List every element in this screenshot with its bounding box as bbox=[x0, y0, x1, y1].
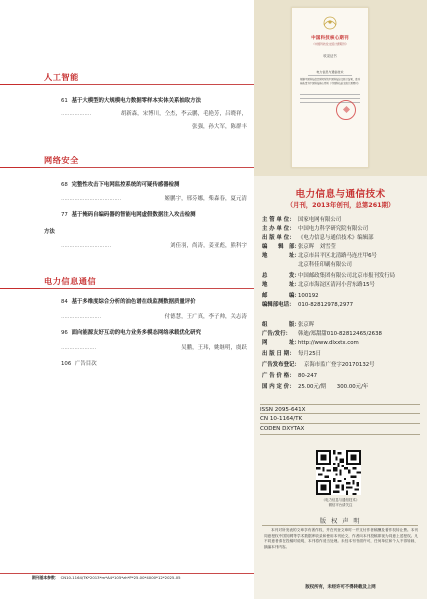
article-page-number: 68 bbox=[61, 182, 68, 188]
section-title-security: 网络安全 bbox=[44, 155, 79, 165]
qr-caption-note: 微信平台请关注 bbox=[328, 503, 353, 507]
journal-title: 电力信息与通信技术 bbox=[295, 189, 386, 200]
contents-column: 人工智能 61 基于大模型的大规模电力数据零样本实体关系抽取方法 ……………… 胡新森，宋博川，仝杰，李云鹏，毛艳芳，吕晓祥， 张强，孙大军，陈群丰 网络安全 68 完整性攻击下电网监控系统的可疑传感器检测 ……………………………… 姬鹏宇，邢芬娜，柴森春，夏元清 77 基于掩码自编码器的智能电网虚假数据注入攻击检测 方法 ………………………… 刘佳羽，尚涛，姜亚彪，熊科宇 电力信息通信 84 基于多维度综合分析的油色谱在线监测数据质量评价 …………………… 付德慧，王广真，李子帅，关志涛 96 面向能源友好互动的电力业务多模态网络承载优化研究 ………………… 吴鹏，王玮，姚继明，虞跃 106 广告目次 期刊基本参数： CN10-1164/TK*2013*m*A4*105*zh*P*25.00*4000*12*2025-05 bbox=[0, 0, 254, 599]
article-title[interactable]: 基于多维度综合分析的油色谱在线监测数据质量评价 bbox=[71, 299, 196, 305]
section-title-ict: 电力信息通信 bbox=[44, 276, 97, 286]
article-page-number: 84 bbox=[61, 299, 68, 305]
dot-leader: …………………… bbox=[61, 314, 101, 320]
dot-leader: ……………………………… bbox=[61, 196, 121, 202]
article-title[interactable]: 基于大模型的大规模电力数据零样本实体关系抽取方法 bbox=[71, 98, 201, 104]
certificate-line bbox=[300, 98, 360, 99]
journal-codes bbox=[260, 404, 420, 435]
article-authors: ……………………………… 姬鹏宇，邢芬娜，柴森春，夏元清 bbox=[61, 196, 247, 202]
copyright-notice: 版权所有，未经许可不得转载及上网 bbox=[305, 585, 376, 590]
section-rule bbox=[0, 84, 254, 85]
article-authors: ……………… 胡新森，宋博川，仝杰，李云鹏，毛艳芳，吕晓祥， bbox=[61, 111, 247, 117]
website-link[interactable]: http://www.dlxxtx.com bbox=[298, 340, 359, 346]
issn-code: ISSN 2095-641X bbox=[260, 404, 420, 414]
footer-rule bbox=[0, 573, 254, 574]
journal-parameters-label: 期刊基本参数： bbox=[32, 575, 59, 580]
qr-caption-title: 《电力信息与通信技术》 bbox=[321, 498, 360, 502]
cn-code: CN 10-1164/TK bbox=[260, 414, 420, 424]
article-entry[interactable] bbox=[61, 181, 247, 190]
copyright-body: 本刊对所发表的文章享有著作权，并在刊登文章时一并支付作者稿酬及著作权转让费。本刊同意授权中国知网等学术数据库收录和使用本刊论文，作者向本刊投稿即视为同意上述授权。凡不同意者请在投稿时说明，本刊将作适当处理。未经本刊书面许可，任何单位和个人不得转载、摘编本刊内容。 bbox=[264, 528, 418, 549]
copyright-rule bbox=[262, 525, 418, 526]
red-seal-icon bbox=[336, 100, 356, 120]
section-rule bbox=[0, 167, 254, 168]
journal-parameters bbox=[32, 575, 181, 581]
certificate-doc-name: 收录证书 bbox=[323, 54, 337, 58]
article-page-number: 106 bbox=[61, 361, 72, 367]
article-entry[interactable] bbox=[61, 360, 247, 369]
section-title-ai: 人工智能 bbox=[44, 72, 79, 82]
core-journal-certificate[interactable] bbox=[291, 7, 369, 168]
dot-leader: ………………………… bbox=[61, 243, 111, 249]
article-authors: ………………… 吴鹏，王玮，姚继明，虞跃 bbox=[61, 345, 247, 351]
article-title[interactable]: 基于掩码自编码器的智能电网虚假数据注入攻击检测 bbox=[71, 212, 196, 218]
section-rule bbox=[0, 288, 254, 289]
dot-leader: ……………… bbox=[61, 111, 91, 117]
article-authors: …………………… 付德慧，王广真，李子帅，关志涛 bbox=[61, 314, 247, 320]
article-entry[interactable] bbox=[61, 298, 247, 307]
coden-code: CODEN DXYTAX bbox=[260, 424, 420, 434]
article-page-number: 61 bbox=[61, 98, 68, 104]
article-page-number: 77 bbox=[61, 212, 68, 218]
article-page-number: 96 bbox=[61, 330, 68, 336]
emblem-icon bbox=[320, 15, 340, 31]
article-entry[interactable] bbox=[61, 211, 247, 220]
certificate-body: 根据中国科技信息研究所的中国科技论文统计结果，贵刊被收录为中国科技核心期刊（中国科技论文统计源期刊） bbox=[300, 78, 360, 85]
wechat-qr-code[interactable] bbox=[316, 450, 361, 495]
certificate-line bbox=[300, 94, 360, 95]
article-entry[interactable] bbox=[61, 97, 247, 106]
certificate-journal: 电力信息与通信技术 bbox=[308, 70, 352, 76]
article-title[interactable]: 广告目次 bbox=[75, 361, 97, 367]
journal-parameters-value: CN10-1164/TK*2013*m*A4*105*zh*P*25.00*4000*12*2025-05 bbox=[60, 575, 181, 580]
masthead-column: 中国科技核心期刊 （中国科技论文统计源期刊） 收录证书 电力信息与通信技术 根据中国科技信息研究所的中国科技论文统计结果，贵刊被收录为中国科技核心期刊（中国科技论文统计源期刊） 电力信息与通信技术 （月刊，2013年创刊，总第261期） 主 管 单 位： 国家电网有限公司 主 办 单 位： 中国电力科学研究院有限公司 出 版 单 位： 《电力信息与通信技术》编辑部 编 辑 部： 张京晖 刘雪莹 地 址： 北京市昌平区北清路马连庄甲6号 北京科佳印刷有限公司 总 发： 中国邮政集团有限公司北京市报刊发行局 地 址： 北京市海淀区清河小营东路15号 邮 编： 100192 编辑部电话： 010-82812978,2977 组 版： 张京晖 广告/发行： 韩迪/郑甜甜010-82812465/2638 网 址： http://www.dlxxtx.com 出 版 日 期： 每月25日 广告发布登记： 京海市监广登字20170132号 广 告 价 格： 80-247 国 内 定 价： 25.00元/期 300.00元/年 ISSN 2095-641X CN 10-1164/TK CODEN DXYTAX 《电力信息与通信技术》 微信平台请关注 版 权 声 明 本刊对所发表的文章享有著作权，并在刊登文章时一并支付作者稿酬及著作权转让费。本刊同意授权中国知网等学术数据库收录和使用本刊论文，作者向本刊投稿即视为同意上述授权。凡不同意者请在投稿时说明，本刊将作适当处理。未经本刊书面许可，任何单位和个人不得转载、摘编本刊内容。 版权所有，未经许可不得转载及上网 bbox=[254, 0, 427, 599]
article-title[interactable]: 面向能源友好互动的电力业务多模态网络承载优化研究 bbox=[71, 330, 201, 336]
article-authors: ………………………… 刘佳羽，尚涛，姜亚彪，熊科宇 bbox=[61, 243, 247, 249]
article-title[interactable]: 完整性攻击下电网监控系统的可疑传感器检测 bbox=[71, 182, 180, 188]
certificate-panel bbox=[254, 0, 427, 176]
journal-subtitle: （月刊，2013年创刊，总第261期） bbox=[286, 201, 395, 209]
dot-leader: ………………… bbox=[61, 345, 96, 351]
article-title-cont[interactable]: 方法 bbox=[44, 229, 55, 235]
copyright-title: 版 权 声 明 bbox=[319, 518, 362, 525]
article-entry[interactable] bbox=[61, 329, 247, 338]
certificate-heading: 中国科技核心期刊 bbox=[311, 36, 349, 41]
certificate-subheading: （中国科技论文统计源期刊） bbox=[311, 42, 349, 46]
